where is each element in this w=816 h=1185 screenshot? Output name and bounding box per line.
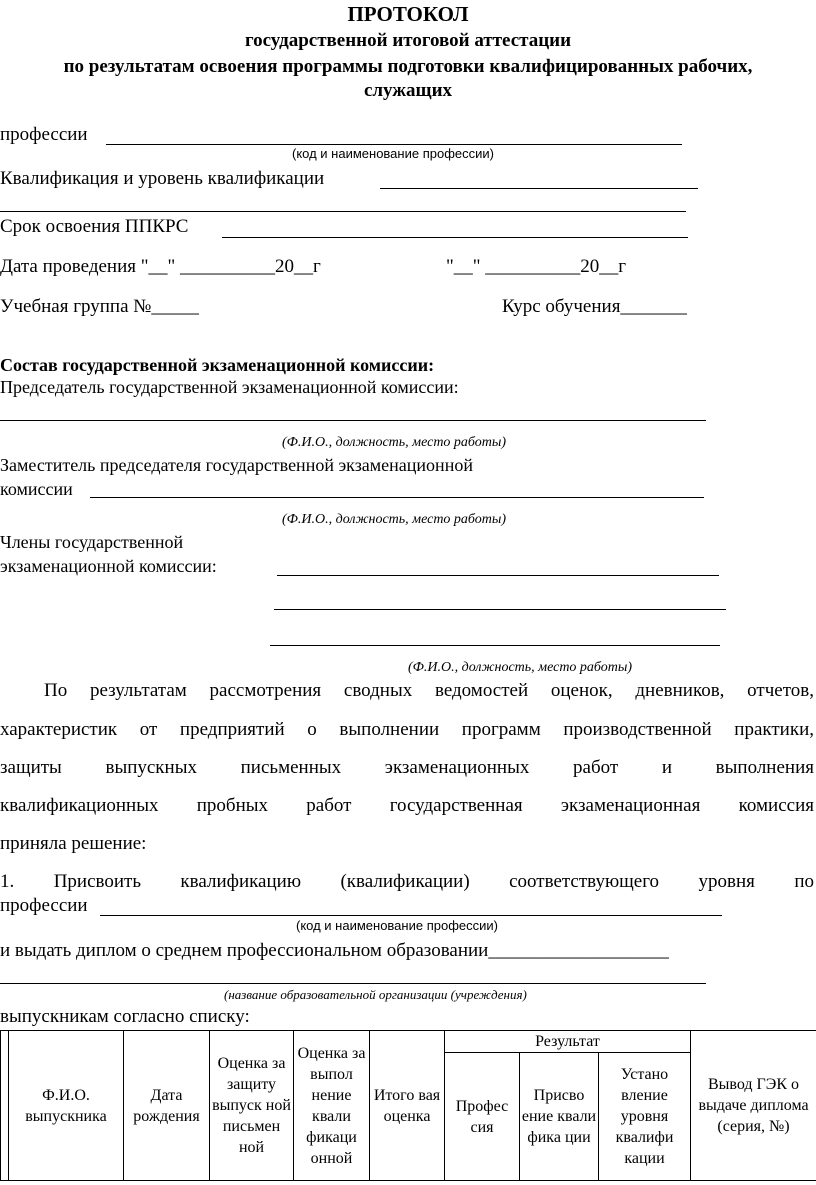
profession-hint: (код и наименование профессии) — [292, 146, 494, 161]
document-subtitle: государственной итоговой аттестации — [244, 30, 572, 51]
members-label: Члены государственной — [0, 532, 184, 552]
deputy-label: Заместитель председателя государственной экзаменационной — [0, 455, 473, 475]
organization-field[interactable] — [0, 983, 706, 984]
column-header-total-grade: Итого вая оценка — [370, 1031, 445, 1181]
decision-text-line: приняла решение: — [0, 833, 147, 854]
qualification-field-continued[interactable] — [0, 211, 686, 212]
column-header-result: Результат — [445, 1031, 691, 1053]
member-field-2[interactable] — [274, 609, 726, 610]
assigned-profession-hint: (код и наименование профессии) — [296, 918, 498, 933]
column-header-practical-grade: Оценка за выпол нение квали фикаци онной — [294, 1031, 370, 1181]
graduates-table — [0, 1030, 816, 1181]
decision-text-line: квалификационных пробных работ государственная экзаменационная комиссия — [0, 795, 814, 816]
chair-hint: (Ф.И.О., должность, место работы) — [282, 435, 507, 450]
commission-heading: Состав государственной экзаменационной комиссии: — [0, 355, 435, 375]
diploma-label: и выдать диплом о среднем профессиональном образовании___________________ — [0, 940, 669, 961]
exam-date-label: Дата проведения "__" __________20__г — [0, 256, 321, 277]
column-header-qualification-level: Устано вление уровня квалифи кации — [599, 1053, 691, 1181]
column-header-name: Ф.И.О. выпускника — [9, 1031, 124, 1181]
decision-item-1: 1. Присвоить квалификацию (квалификации) соответствующего уровня по — [0, 871, 814, 892]
member-field-1[interactable] — [277, 575, 719, 576]
deputy-hint: (Ф.И.О., должность, место работы) — [282, 512, 507, 527]
decision-text-line: По результатам рассмотрения сводных ведомостей оценок, дневников, отчетов, — [44, 680, 814, 701]
document-title: ПРОТОКОЛ — [347, 2, 469, 26]
course-label: Курс обучения_______ — [502, 296, 687, 317]
column-header-conclusion: Вывод ГЭК о выдаче диплома (серия, №) — [691, 1031, 816, 1181]
column-header-qualification-assigned: Присво ение квали фика ции — [520, 1053, 599, 1181]
chair-label: Председатель государственной экзаменационной комиссии: — [0, 377, 459, 397]
decision-text-line: защиты выпускных письменных экзаменационных работ и выполнения — [0, 757, 814, 778]
deputy-label-continued: комиссии — [0, 479, 73, 499]
document-subtitle-program-end: служащих — [363, 80, 453, 101]
members-label-continued: экзаменационной комиссии: — [0, 556, 217, 576]
graduates-label: выпускникам согласно списку: — [0, 1006, 250, 1027]
term-label: Срок освоения ППКРС — [0, 216, 189, 237]
qualification-field[interactable] — [380, 188, 698, 189]
column-header-profession: Профес сия — [445, 1053, 520, 1181]
members-hint: (Ф.И.О., должность, место работы) — [408, 660, 633, 675]
group-label: Учебная группа №_____ — [0, 296, 199, 317]
profession-field[interactable] — [106, 144, 682, 145]
profession-label: профессии — [0, 124, 88, 145]
member-field-3[interactable] — [270, 645, 720, 646]
decision-text-line: характеристик от предприятий о выполнении программ производственной практики, — [0, 719, 814, 740]
organization-hint: (название образовательной организации (учреждения) — [224, 987, 527, 1002]
exam-date-second: "__" __________20__г — [446, 256, 627, 277]
table-index-cell — [1, 1031, 9, 1181]
term-field[interactable] — [222, 237, 688, 238]
column-header-defense-grade: Оценка за защиту выпуск ной письмен ной — [210, 1031, 294, 1181]
column-header-birth-date: Дата рождения — [124, 1031, 210, 1181]
document-subtitle-program: по результатам освоения программы подготовки квалифицированных рабочих, — [63, 56, 753, 77]
assigned-profession-field[interactable] — [100, 915, 722, 916]
deputy-field[interactable] — [90, 497, 704, 498]
decision-item-1-profession-label: профессии — [0, 895, 88, 916]
chair-field[interactable] — [0, 420, 706, 421]
qualification-label: Квалификация и уровень квалификации — [0, 168, 325, 189]
